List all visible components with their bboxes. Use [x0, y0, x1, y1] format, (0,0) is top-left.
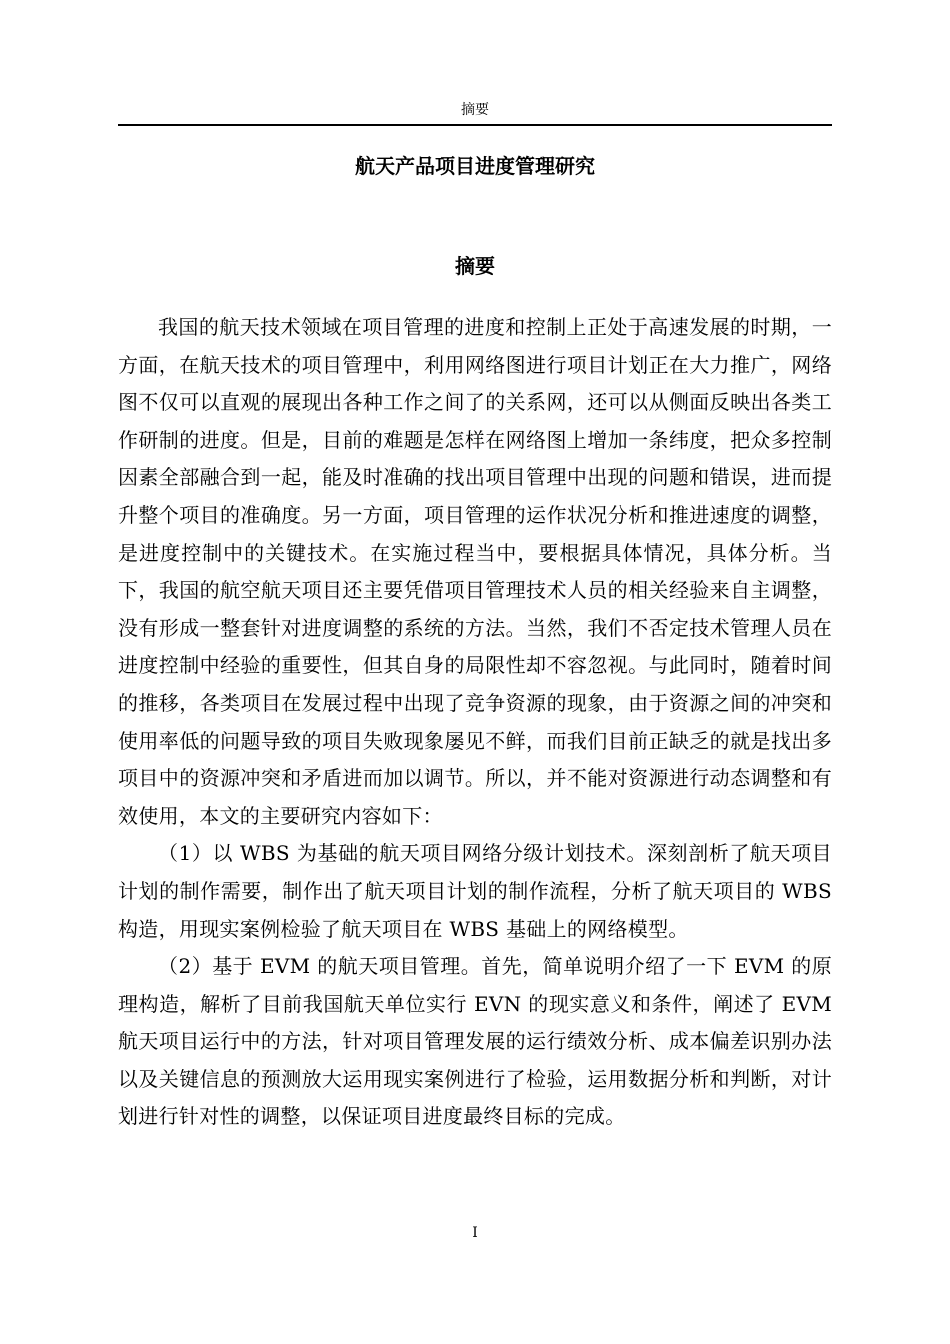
running-header: 摘要: [461, 102, 489, 118]
page-number: I: [472, 1225, 478, 1241]
section-heading: 摘要: [455, 254, 495, 278]
paragraph-item-1: （1）以 WBS 为基础的航天项目网络分级计划技术。深刻剖析了航天项目计划的制作需要，制作出了航天项目计划的制作流程，分析了航天项目的 WBS 构造，用现实案例检验了航天项目在 WBS 基础上的网络模型。: [118, 841, 832, 941]
document-title: 航天产品项目进度管理研究: [355, 154, 595, 178]
paragraph-intro: 我国的航天技术领域在项目管理的进度和控制上正处于高速发展的时期，一方面，在航天技术的项目管理中，利用网络图进行项目计划正在大力推广，网络图不仅可以直观的展现出各种工作之间了的关系网，还可以从侧面反映出各类工作研制的进度。但是，目前的难题是怎样在网络图上增加一条纬度，把众多控制因素全部融合到一起，能及时准确的找出项目管理中出现的问题和错误，进而提升整个项目的准确度。另一方面，项目管理的运作状况分析和推进速度的调整，是进度控制中的关键技术。在实施过程当中，要根据具体情况，具体分析。当下，我国的航空航天项目还主要凭借项目管理技术人员的相关经验来自主调整，没有形成一整套针对进度调整的系统的方法。当然，我们不否定技术管理人员在进度控制中经验的重要性，但其自身的局限性却不容忽视。与此同时，随着时间的推移，各类项目在发展过程中出现了竞争资源的现象，由于资源之间的冲突和使用率低的问题导致的项目失败现象屡见不鲜，而我们目前正缺乏的就是找出多项目中的资源冲突和矛盾进而加以调节。所以，并不能对资源进行动态调整和有效使用，本文的主要研究内容如下：: [118, 315, 832, 828]
body-text: [118, 309, 832, 1136]
header-rule: [118, 124, 832, 126]
paragraph-item-2: （2）基于 EVM 的航天项目管理。首先，简单说明介绍了一下 EVM 的原理构造，解析了目前我国航天单位实行 EVN 的现实意义和条件，阐述了 EVM 航天项目运行中的方法，针对项目管理发展的运行绩效分析、成本偏差识别办法以及关键信息的预测放大运用现实案例进行了检验，运用数据分析和判断，对计划进行针对性的调整，以保证项目进度最终目标的完成。: [118, 954, 832, 1129]
